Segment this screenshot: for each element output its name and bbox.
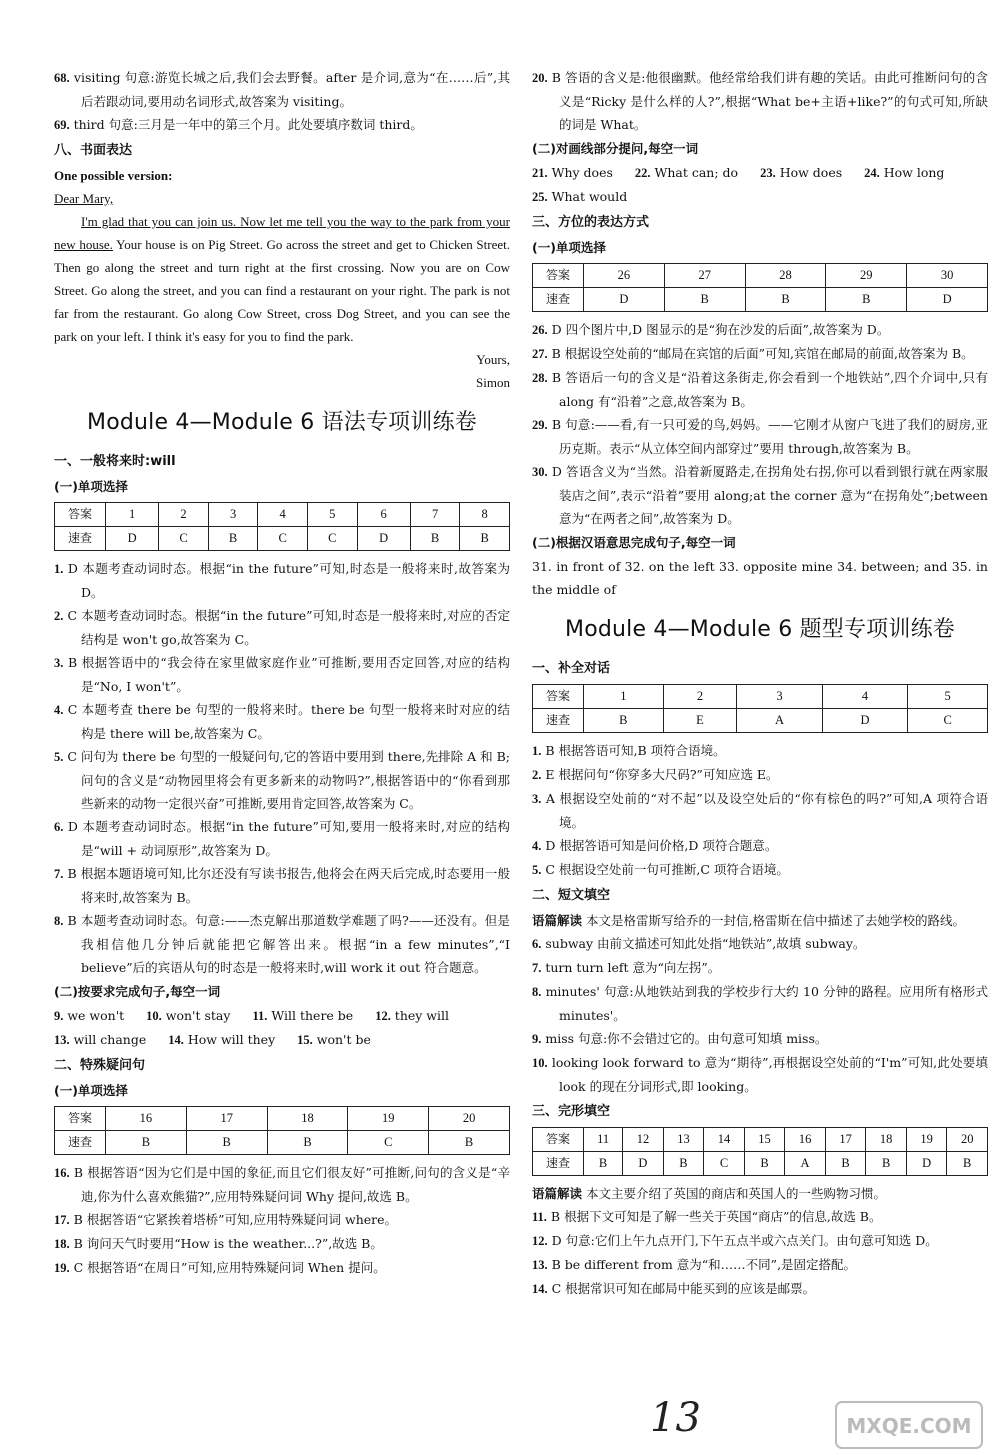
question-number-cell: 16 [106,1107,187,1131]
question-number-cell: 30 [907,264,988,288]
answer-item [532,66,988,136]
answer-table-16-20 [54,1106,510,1155]
answer-cell: D [822,709,908,733]
question-number-cell: 6 [357,503,410,527]
section-title-future-tense: 一、一般将来时:will [54,454,176,469]
item-text: E 根据问句“你穿多大尺码?”可知应选 E。 [545,767,779,782]
essay-block [54,164,510,348]
answer-table-cloze [532,1127,988,1176]
item-text: D 本题考查动词时态。根据“in the future”可知,时态是一般将来时,故答案为 D。 [67,561,510,600]
fill-answer [54,1028,146,1052]
question-number-cell: 7 [410,503,460,527]
answer-item [532,1229,988,1253]
item-number: 2. [532,768,542,782]
item-text: C 根据设空处前一句可推断,C 项符合语境。 [545,862,789,877]
question-number-cell: 18 [866,1128,907,1152]
item-number: 20. [532,71,548,85]
item-number: 5. [54,750,64,764]
answer-item [532,932,988,956]
fill-answer-text: How does [779,165,843,180]
answer-cell: D [357,527,410,551]
question-number-cell: 5 [307,503,357,527]
answer-item [54,1256,510,1280]
item-number: 13. [54,1033,70,1047]
item-number: 7. [54,867,64,881]
answer-cell: B [584,1152,623,1176]
answer-item [54,66,510,113]
fill-answer [146,1004,230,1028]
item-text: D 答语含义为“当然。沿着新厦路走,在拐角处右拐,你可以看到银行就在两家服装店之间”,表示“沿着”要用 along;at the corner 意为“在拐角处”;between 意为“在两者之间”,故答案为 D。 [551,464,988,526]
question-number-cell: 5 [908,685,988,709]
item-number: 11. [532,1210,547,1224]
item-number: 1. [532,744,542,758]
item-text: A 根据设空处前的“对不起”以及设空处后的“你有棕色的吗?”可知,A 项符合语境。 [545,791,988,830]
fill-answer [760,161,842,185]
answer-cell: D [106,527,159,551]
item-text: B 本题考查动词时态。句意:——杰克解出那道数学难题了吗?——还没有。但是我相信他几分钟后就能把它解答出来。根据“in a few minutes”,“I believe”后的宾语从句的时态是一般将来时,will work it out 符合题意。 [67,913,510,975]
fill-answer-text: they will [394,1008,449,1023]
fill-answer-text: What would [551,189,628,204]
subsection-single-choice: (一)单项选择 [54,479,128,494]
fill-answer [168,1028,275,1052]
answer-cell: B [745,288,826,312]
answer-cell: B [410,527,460,551]
item-text: C 根据答语“在周日”可知,应用特殊疑问词 When 提问。 [73,1260,386,1275]
answer-cell: C [348,1131,429,1155]
item-number: 7. [532,961,542,975]
question-number-cell: 2 [159,503,209,527]
item-number: 30. [532,465,548,479]
fast-check-label: 速查 [533,709,584,733]
answer-cell: B [744,1152,785,1176]
question-number-cell: 19 [906,1128,947,1152]
answer-cell: B [208,527,258,551]
essay-label-text: One possible version: [54,168,173,183]
answer-cell: C [704,1152,745,1176]
item-text: C 问句为 there be 句型的一般疑问句,它的答语中要用到 there,先排除 A 和 B;问句的含义是“动物园里将会有更多新来的动物吗?”,根据答语中的“你看到那些新来的动物一定很兴奋”可推断,要用肯定回答,故答案为 C。 [67,749,510,811]
section-title-cloze: 三、完形填空 [532,1104,611,1119]
question-number-cell: 17 [186,1107,267,1131]
answer-header-row [533,264,988,288]
answer-cell: D [584,288,665,312]
left-column [54,66,510,1280]
question-number-cell: 27 [664,264,745,288]
item-number: 24. [864,166,880,180]
fill-answer [297,1028,371,1052]
fill-answer-text: Why does [551,165,613,180]
subsection-single-choice: (一)单项选择 [54,1083,128,1098]
note-text: 本文主要介绍了英国的商店和英国人的一些购物习惯。 [582,1186,886,1201]
item-text: B 根据答语“因为它们是中国的象征,而且它们很友好”可推断,问句的含义是“辛迪,你为什么喜欢熊猫?”,应用特殊疑问词 Why 提问,故选 B。 [73,1165,510,1204]
question-number-cell: 16 [785,1128,826,1152]
item-text: miss 句意:你不会错过它的。由句意可知填 miss。 [545,1031,828,1046]
answer-value-row [533,288,988,312]
fill-answer-text: Will there be [271,1008,354,1023]
item-number: 19. [54,1261,70,1275]
item-number: 1. [54,562,64,576]
item-text: D 四个图片中,D 图显示的是“狗在沙发的后面”,故答案为 D。 [551,322,890,337]
answer-header-row [533,685,988,709]
answer-value-row [533,709,988,733]
answer-item [54,862,510,909]
subsection-complete-sentences: (二)按要求完成句子,每空一词 [54,984,221,999]
answer-cell: C [307,527,357,551]
question-number-cell: 1 [584,685,664,709]
answer-cell: C [908,709,988,733]
answer-item [532,318,988,342]
item-text: B 根据答语“它紧挨着塔桥”可知,应用特殊疑问词 where。 [73,1212,398,1227]
item-number: 5. [532,863,542,877]
item-number: 6. [532,937,542,951]
question-number-cell: 4 [258,503,308,527]
answer-item [54,745,510,815]
item-text: B 询问天气时要用“How is the weather...?”,故选 B。 [73,1236,383,1251]
question-number-cell: 18 [267,1107,348,1131]
item-text: D 本题考查动词时态。根据“in the future”可知,要用一般将来时,对应的结构是“will + 动词原形”,故答案为 D。 [67,819,510,858]
question-number-cell: 29 [826,264,907,288]
answer-cell: B [664,288,745,312]
module-title-grammar: Module 4—Module 6 语法专项训练卷 [87,410,477,435]
item-number: 12. [375,1009,391,1023]
answer-item [532,1051,988,1098]
item-text: D 句意:它们上午九点开门,下午五点半或六点关门。由句意可知选 D。 [551,1233,938,1248]
item-text: D 根据答语可知是问价格,D 项符合题意。 [545,838,778,853]
fast-check-label: 速查 [533,1152,584,1176]
item-number: 10. [146,1009,162,1023]
fill-answer [532,185,627,209]
item-text: B 根据下文可知是了解一些关于英国“商店”的信息,故选 B。 [550,1209,882,1224]
right-column [532,66,988,1301]
fill-answer-text: What can; do [654,165,739,180]
fill-answers-21-25 [532,161,988,209]
fill-answer-text: won't be [316,1032,371,1047]
subsection-chinese-complete: (二)根据汉语意思完成句子,每空一词 [532,535,736,550]
section-title-special-questions: 二、特殊疑问句 [54,1058,146,1073]
fast-check-label: 速查 [533,288,584,312]
essay-body [54,210,510,348]
item-number: 26. [532,323,548,337]
essay-closing: Yours, [476,352,510,367]
question-number-cell: 14 [704,1128,745,1152]
item-number: 27. [532,347,548,361]
subsection-underlined-questions: (二)对画线部分提问,每空一词 [532,141,699,156]
item-text: turn turn left 意为“向左拐”。 [545,960,721,975]
answer-item [54,604,510,651]
answer-cell: B [267,1131,348,1155]
question-number-cell: 15 [744,1128,785,1152]
fill-answer-text: will change [73,1032,147,1047]
answer-label: 答案 [533,1128,584,1152]
fill-answer [532,161,613,185]
answer-label: 答案 [55,1107,106,1131]
question-number-cell: 12 [623,1128,664,1152]
answer-item [532,980,988,1027]
item-number: 14. [168,1033,184,1047]
item-text: B be different from 意为“和……不同”,是固定搭配。 [551,1257,857,1272]
item-number: 16. [54,1166,70,1180]
item-text: B 答语的含义是:他很幽默。他经常给我们讲有趣的笑话。由此可推断问句的含义是“Ricky 是什么样的人?”,根据“What be+主语+like?”的句式可知,所缺的词是 What。 [551,70,988,132]
question-number-cell: 26 [584,264,665,288]
item-number: 8. [532,985,542,999]
item-number: 17. [54,1213,70,1227]
fill-answers-9-15 [54,1004,510,1052]
answer-table-26-30 [532,263,988,312]
note-text: 本文是格雷斯写给乔的一封信,格雷斯在信中描述了去她学校的路线。 [582,913,965,928]
answer-item [532,342,988,366]
item-number: 3. [532,792,542,806]
item-number: 9. [54,1009,64,1023]
answer-value-row [533,1152,988,1176]
module-title-question-types: Module 4—Module 6 题型专项训练卷 [565,617,955,642]
answer-item [54,557,510,604]
fill-answer [375,1004,449,1028]
item-number: 2. [54,609,64,623]
answer-cell: A [785,1152,826,1176]
page-number: 13 [650,1395,701,1441]
item-number: 12. [532,1234,548,1248]
answer-item [532,1253,988,1277]
item-number: 4. [532,839,542,853]
note-label: 语篇解读 [532,913,583,928]
question-number-cell: 17 [825,1128,866,1152]
question-number-cell: 4 [822,685,908,709]
item-number: 29. [532,418,548,432]
answer-cell: D [907,288,988,312]
answer-cell: C [159,527,209,551]
section-title-passage-fill: 二、短文填空 [532,888,611,903]
answer-cell: B [866,1152,907,1176]
answer-item [54,1161,510,1208]
essay-body-text: Your house is on Pig Street. Go across the street and get to Chicken Street. Then go along the street and turn right at the first crossing. Now you are on Cow Street. Go along the street, and you can find a restaurant on your right. The park is not far from the restaurant. Go along Cow Street, cross Dog Street, and you can see the park on your left. I think it's easy for you to find the park. [54,237,510,344]
item-number: 14. [532,1282,548,1296]
item-text: C 本题考查 there be 句型的一般将来时。there be 句型一般将来时对应的结构是 there will be,故答案为 C。 [67,702,510,741]
fill-answer-text: won't stay [165,1008,231,1023]
answer-item [532,413,988,460]
question-number-cell: 11 [584,1128,623,1152]
item-text: looking look forward to 意为“期待”,再根据设空处前的“I'm”可知,此处要填 look 的现在分词形式,即 looking。 [551,1055,988,1094]
item-number: 69. [54,118,70,132]
question-number-cell: 19 [348,1107,429,1131]
answer-cell: B [826,288,907,312]
answer-cell: B [106,1131,187,1155]
note-label: 语篇解读 [532,1186,583,1201]
answer-item [54,113,510,137]
section-title-writing: 八、书面表达 [54,143,133,158]
fill-answer [635,161,738,185]
answer-cell: B [429,1131,510,1155]
answer-item [54,909,510,979]
item-text: subway 由前文描述可知此处指“地铁站”,故填 subway。 [545,936,866,951]
answer-item [532,460,988,530]
item-number: 15. [297,1033,313,1047]
item-text: B 根据答语可知,B 项符合语境。 [545,743,726,758]
item-number: 10. [532,1056,548,1070]
item-number: 13. [532,1258,548,1272]
item-number: 18. [54,1237,70,1251]
answer-item [532,956,988,980]
essay-salutation: Dear Mary, [54,191,114,206]
answer-item [54,651,510,698]
answer-cell: A [737,709,823,733]
section-title-directions: 三、方位的表达方式 [532,215,650,230]
answer-label: 答案 [533,264,584,288]
item-number: 25. [532,190,548,204]
fill-answer [864,161,944,185]
answer-item [532,739,988,763]
fill-answer [252,1004,353,1028]
item-number: 9. [532,1032,542,1046]
answer-value-row [55,1131,510,1155]
item-text: C 根据常识可知在邮局中能买到的应该是邮票。 [551,1281,816,1296]
essay-underlined-sentence: I'm glad that you can join us. Now let me tell you the way to the park from your new house. [54,214,510,252]
item-text: visiting 句意:游览长城之后,我们会去野餐。after 是介词,意为“在……后”,其后若跟动词,要用动名词形式,故答案为 visiting。 [73,70,510,109]
item-number: 11. [252,1009,268,1023]
answer-cell: E [663,709,737,733]
fill-answer-text: we won't [67,1008,125,1023]
answer-item [532,1277,988,1301]
answer-header-row [533,1128,988,1152]
item-text: B 答语后一句的含义是“沿着这条街走,你会看到一个地铁站”,四个介词中,只有 along 有“沿着”之意,故答案为 B。 [551,370,988,409]
answer-value-row [55,527,510,551]
answer-item [532,787,988,834]
answer-label: 答案 [533,685,584,709]
question-number-cell: 20 [947,1128,988,1152]
item-number: 8. [54,914,64,928]
answer-item [54,698,510,745]
answer-cell: B [947,1152,988,1176]
answer-cell: D [906,1152,947,1176]
fill-answer-text: How long [883,165,945,180]
item-text: minutes' 句意:从地铁站到我的学校步行大约 10 分钟的路程。应用所有格形式 minutes'。 [545,984,989,1023]
answer-label: 答案 [55,503,106,527]
item-number: 6. [54,820,64,834]
watermark-text: MXQE.COM [846,1414,972,1438]
answer-table-1-8 [54,502,510,551]
item-number: 3. [54,656,64,670]
item-text: C 本题考查动词时态。根据“in the future”可知,时态是一般将来时,对应的否定结构是 won't go,故答案为 C。 [67,608,510,647]
question-number-cell: 20 [429,1107,510,1131]
answer-item [532,763,988,787]
item-number: 28. [532,371,548,385]
question-number-cell: 3 [737,685,823,709]
answer-cell: D [623,1152,664,1176]
essay-label [54,164,510,187]
item-number: 21. [532,166,548,180]
answer-cell: B [460,527,510,551]
passage-note [532,909,988,932]
answer-item [532,1027,988,1051]
item-number: 4. [54,703,64,717]
subsection-single-choice: (一)单项选择 [532,240,606,255]
passage-note [532,1182,988,1205]
answer-item [54,815,510,862]
item-number: 22. [634,166,651,180]
answer-header-row [55,1107,510,1131]
answer-item [532,834,988,858]
question-number-cell: 2 [663,685,737,709]
section-title-dialogue: 一、补全对话 [532,661,611,676]
fill-answers-31-35: 31. in front of 32. on the left 33. opposite mine 34. between; and 35. in the middle of [532,559,988,597]
answer-cell: B [825,1152,866,1176]
question-number-cell: 13 [663,1128,704,1152]
item-text: B 句意:——看,有一只可爱的鸟,妈妈。——它刚才从窗户飞进了我们的厨房,亚历克斯。表示“从立体空间内部穿过”要用 through,故答案为 B。 [551,417,988,456]
item-text: B 根据答语中的“我会待在家里做家庭作业”可推断,要用否定回答,对应的结构是“No, I won't”。 [67,655,511,694]
item-number: 68. [54,71,70,85]
fill-answer [54,1004,124,1028]
item-number: 23. [760,166,776,180]
answer-cell: C [258,527,308,551]
answer-table-dialogue [532,684,988,733]
answer-item [532,366,988,413]
question-number-cell: 8 [460,503,510,527]
answer-item [532,858,988,882]
answer-header-row [55,503,510,527]
fast-check-label: 速查 [55,527,106,551]
answer-cell: B [584,709,664,733]
question-number-cell: 1 [106,503,159,527]
item-text: B 根据本题语境可知,比尔还没有写读书报告,他将会在两天后完成,时态要用一般将来时,故答案为 B。 [67,866,510,905]
answer-item [532,1205,988,1229]
watermark-logo [834,1400,984,1450]
item-text: third 句意:三月是一年中的第三个月。此处要填序数词 third。 [73,117,423,132]
item-text: B 根据设空处前的“邮局在宾馆的后面”可知,宾馆在邮局的前面,故答案为 B。 [551,346,974,361]
essay-signature: Simon [476,375,510,390]
answer-cell: B [186,1131,267,1155]
question-number-cell: 28 [745,264,826,288]
fill-answer-text: How will they [187,1032,276,1047]
answer-item [54,1232,510,1256]
answer-cell: B [663,1152,704,1176]
question-number-cell: 3 [208,503,258,527]
answer-item [54,1208,510,1232]
fast-check-label: 速查 [55,1131,106,1155]
